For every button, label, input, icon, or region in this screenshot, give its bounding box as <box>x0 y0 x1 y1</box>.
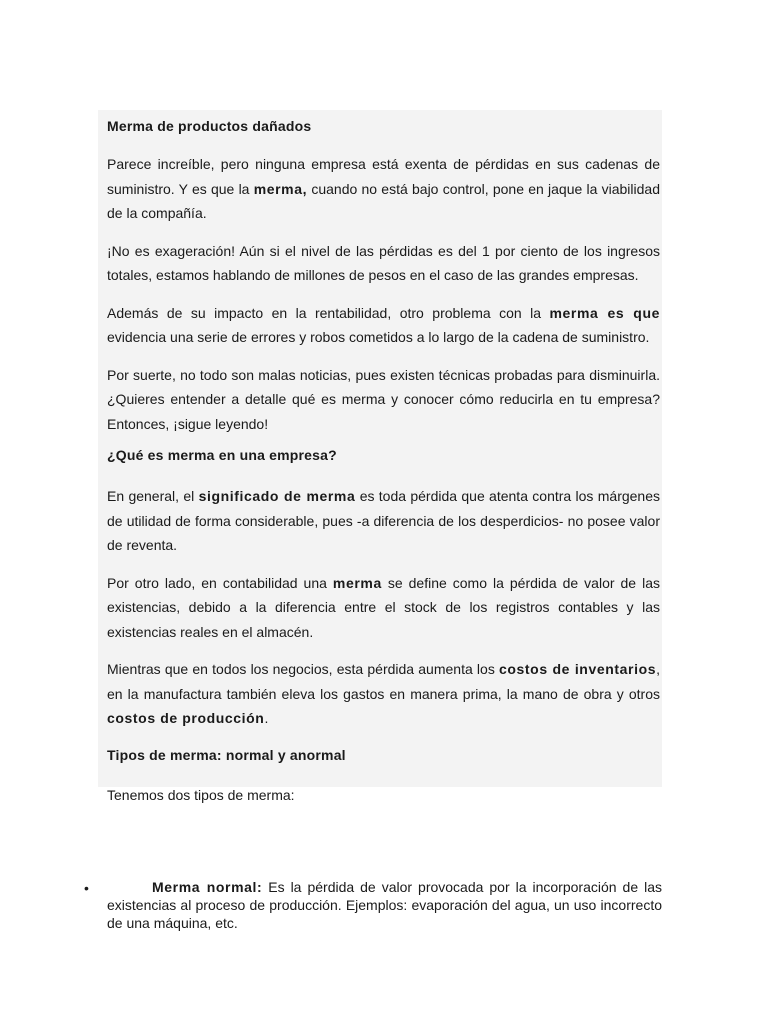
bold-term: merma <box>332 574 382 591</box>
paragraph-suerte: Por suerte, no todo son malas noticias, pues existen técnicas probadas para disminuirla. ¿Quieres entender a detalle qué es merma y conocer cómo reducirla en tu empresa? Entonces, ¡sigue leyendo! <box>107 366 660 432</box>
paragraph-contabilidad <box>107 571 660 645</box>
paragraph-text: Mientras que en todos los negocios, esta pérdida aumenta los <box>107 661 499 677</box>
bullet-icon: • <box>84 880 89 896</box>
paragraph-text: Por otro lado, en contabilidad una <box>107 574 333 591</box>
bold-term: merma, <box>253 180 308 197</box>
paragraph-text: , en la manufactura también eleva los gastos en manera prima, la mano de obra y otros <box>107 661 660 702</box>
paragraph-text: . <box>264 710 269 726</box>
bold-term: Merma normal: <box>152 879 263 895</box>
section-heading-que-es-merma: ¿Qué es merma en una empresa? <box>107 447 337 463</box>
paragraph-text: es toda pérdida que atenta contra los márgenes de utilidad de forma considerable, pues -a diferencia de los desperdicios- no posee valor de reventa. <box>107 488 660 553</box>
document-body <box>107 116 660 807</box>
bold-term: costos de producción <box>107 710 265 726</box>
bold-term: significado de merma <box>198 488 356 504</box>
paragraph-text: En general, el <box>107 488 199 504</box>
list-item-text <box>107 878 662 932</box>
paragraph-impacto <box>107 301 660 350</box>
paragraph-costos <box>107 657 660 731</box>
paragraph-text: se define como la pérdida de valor de las existencias, debido a la diferencia entre el stock de los registros contables y las existencias reales en el almacén. <box>107 574 660 640</box>
paragraph-text: evidencia una serie de errores y robos cometidos a lo largo de la cadena de suministro. <box>107 329 650 345</box>
list-item-merma-normal <box>80 878 662 932</box>
paragraph-text: Es la pérdida de valor provocada por la incorporación de las existencias al proceso de producción. Ejemplos: evaporación del agua, un uso incorrecto de una máquina, etc. <box>107 879 662 931</box>
paragraph-dos-tipos: Tenemos dos tipos de merma: <box>107 786 295 803</box>
section-heading-merma-productos-danados: Merma de productos dañados <box>107 118 312 134</box>
paragraph-text: cuando no está bajo control, pone en jaque la viabilidad de la compañía. <box>107 180 660 221</box>
paragraph-text: Además de su impacto en la rentabilidad, otro problema con la <box>107 304 550 321</box>
bold-term: costos de inventarios <box>499 661 657 677</box>
paragraph-significado <box>107 484 660 558</box>
paragraph-exageracion: ¡No es exageración! Aún si el nivel de las pérdidas es del 1 por ciento de los ingresos totales, estamos hablando de millones de pesos en el caso de las grandes empresas. <box>107 242 660 283</box>
paragraph-intro <box>107 152 660 226</box>
bold-term: merma es que <box>549 304 660 321</box>
section-heading-tipos-de-merma: Tipos de merma: normal y anormal <box>107 746 346 763</box>
paragraph-text: Parece increíble, pero ninguna empresa está exenta de pérdidas en sus cadenas de suministro. Y es que la <box>107 156 660 197</box>
